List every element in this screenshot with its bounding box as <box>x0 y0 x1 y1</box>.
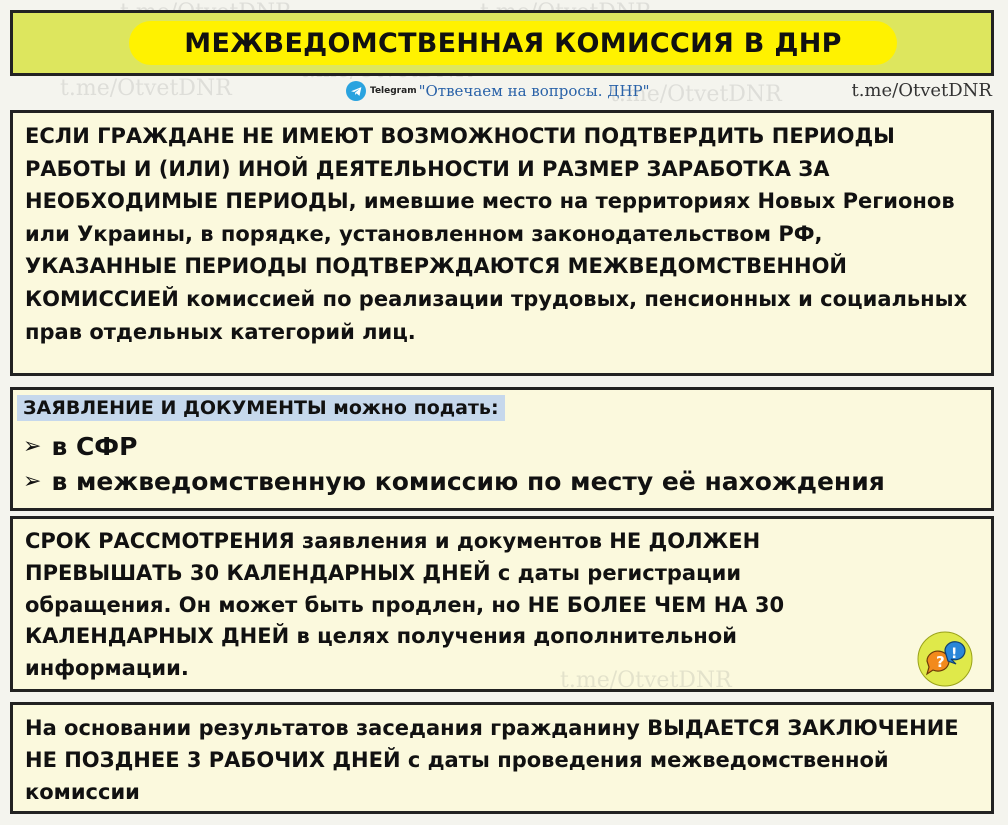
channel-credit <box>346 80 650 102</box>
arrow-bullet-icon: ➢ <box>23 469 42 494</box>
channel-name: "Отвечаем на вопросы. ДНР" <box>418 82 650 100</box>
verification-text: ЕСЛИ ГРАЖДАНЕ НЕ ИМЕЮТ ВОЗМОЖНОСТИ ПОДТВЕРДИТЬ ПЕРИОДЫ РАБОТЫ И (ИЛИ) ИНОЙ ДЕЯТЕЛЬНОСТИ И РАЗМЕР ЗАРАБОТКА ЗА НЕОБХОДИМЫЕ ПЕРИОДЫ, имевшие место на территориях Новых Регионов или Украины, в порядке, установленном законодательством РФ, УКАЗАННЫЕ ПЕРИОДЫ ПОДТВЕРЖДАЮТСЯ МЕЖВЕДОМСТВЕННОЙ КОМИССИЕЙ комиссией по реализации трудовых, пенсионных и социальных прав отдельных категорий лиц. <box>25 124 968 344</box>
conclusion-text: На основании результатов заседания гражданину ВЫДАЕТСЯ ЗАКЛЮЧЕНИЕ НЕ ПОЗДНЕЕ 3 РАБОЧИХ ДНЕЙ с даты проведения межведомственной комиссии <box>25 716 959 805</box>
arrow-bullet-icon: ➢ <box>23 434 42 459</box>
svg-text:!: ! <box>951 646 958 662</box>
title-banner <box>10 10 994 76</box>
list-item-text: в СФР <box>51 432 138 461</box>
telegram-icon <box>346 81 366 101</box>
submission-heading: ЗАЯВЛЕНИЕ И ДОКУМЕНТЫ можно подать: <box>17 395 505 421</box>
channel-url: t.me/OtvetDNR <box>851 80 992 101</box>
info-panel-verification <box>10 110 994 376</box>
deadline-text: СРОК РАССМОТРЕНИЯ заявления и документов НЕ ДОЛЖЕН ПРЕВЫШАТЬ 30 КАЛЕНДАРНЫХ ДНЕЙ с даты регистрации обращения. Он может быть продлен, но НЕ БОЛЕЕ ЧЕМ НА 30 КАЛЕНДАРНЫХ ДНЕЙ в целях получения дополнительной информации. <box>25 529 785 681</box>
watermark: t.me/OtvetDNR <box>610 82 782 107</box>
watermark: t.me/OtvetDNR <box>60 76 232 101</box>
list-item-text: в межведомственную комиссию по месту её нахождения <box>51 467 885 496</box>
question-exclamation-icon <box>917 631 973 687</box>
list-item <box>23 432 137 461</box>
info-panel-submission <box>10 387 994 511</box>
svg-text:?: ? <box>936 653 945 671</box>
list-item <box>23 467 885 496</box>
info-panel-conclusion <box>10 702 994 814</box>
info-panel-deadline <box>10 516 994 692</box>
telegram-label: Telegram <box>370 86 417 96</box>
page-title: МЕЖВЕДОМСТВЕННАЯ КОМИССИЯ В ДНР <box>129 21 897 65</box>
